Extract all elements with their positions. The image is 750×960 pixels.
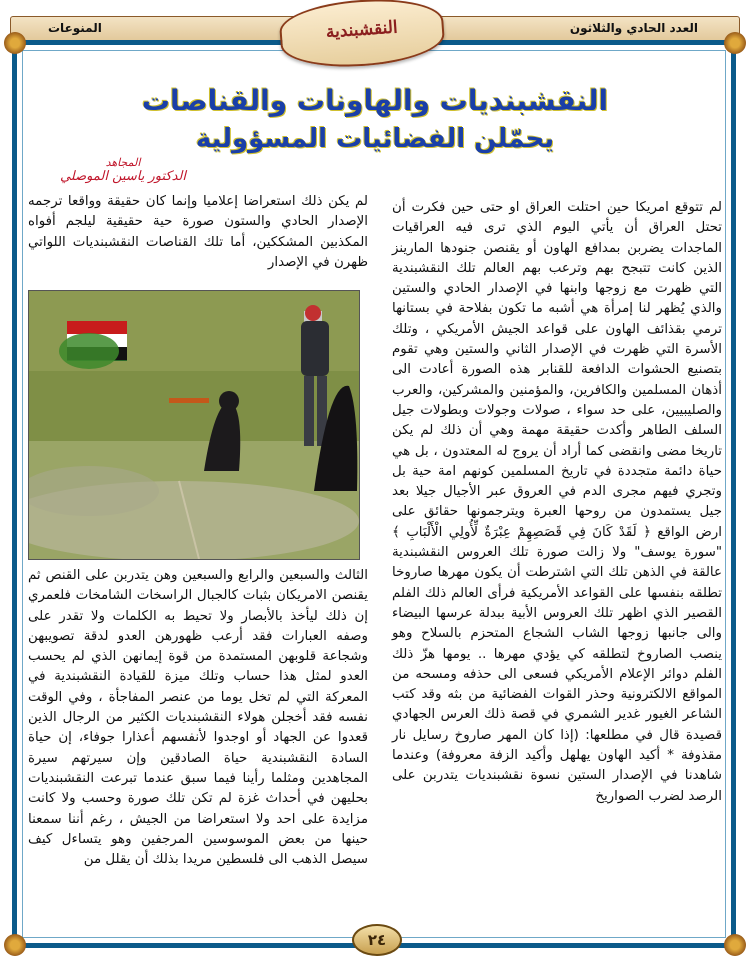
author-role: المجاهد xyxy=(105,156,141,169)
article-column-left-bottom xyxy=(28,566,368,870)
article-body-left-bottom: الثالث والسبعين والرابع والسبعين وهن يتدربن على القنص ثم يقنصن الامريكان بثبات كالجبال الراسخات الشامخات فلعمري إن ذلك ليأخذ بالأبصار ولا تحيط به الكلمات ولا تقدر على وصفه العبارات فقد أرعب ظهورهن العدو لدقة تصويبهن وشجاعة قلوبهن المستمدة من قوة إيمانهن الذي لم يحسب العدو لمثل هذا حساب وتلك ميزة للقيادة النقشبندية في المعركة التي لم تخل يوما من عنصر المفاجأة ، وفي الوقت نفسه فقد أخجلن هولاء النقشبنديات الكثير من الرجال الذين قعدوا عن الجهاد أو اوجدوا لأنفسهم أعذارا جوفاء، إن حياة السادة النقشبندية حياة الصادقين وإن سيرتهم سيرة المجاهدين ومثلما رأينا فيما سبق عندما تبرعت النقشبنديات بحليهن في أحداث غزة لم تكن تلك صورة وحسب ولا كانت مزايدة على احد ولا استعراضا من الجيش ، رغم أننا سمعنا حينها من بعض الموسوسين المرجفين وهو يتساءل كيف سيصل الذهب الى فلسطين مريدا بذلك أن يقلل من xyxy=(28,568,368,868)
author-byline xyxy=(38,156,208,184)
photo-illustration xyxy=(29,291,359,559)
article-column-right xyxy=(392,198,722,807)
article-title-line2: يحمّلن الفضائيات المسؤولية xyxy=(195,124,555,154)
article-body-left-top: لم يكن ذلك استعراضا إعلاميا وإنما كان حقيقة وواقعا ترجمه الإصدار الحادي والستون صورة حية حقيقية ليلجم أفواه المكذبين المشككين، أما تلك القناصات النقشبنديات اللواتي ظهرن في الإصدار xyxy=(28,194,368,270)
section-label: المنوعات xyxy=(48,21,102,35)
article-title-line1: النقشبنديات والهاونات والقناصات xyxy=(141,84,609,117)
article-photo xyxy=(28,290,360,560)
article-body-right: لم تتوقع امريكا حين احتلت العراق او حتى حين فكرت أن تحتل العراق أن يأتي اليوم الذي ترى فيه العراقيات الماجدات يضربن بمدافع الهاون أو يقنصن جنودها المارينز الذين كانت تتبجح بهم وترعب بهم العالم تلك النقشبندية التي ظهرت مع زوجها وابنها في الإصدار الحادي والستين والذي يُظهر لنا إمرأة هي أشبه ما تكون بفلاحة في بستانها ترمي بقذائف الهاون على قواعد الجيش الأمريكي ، وتلك الأسرة التي ظهرت في الإصدار الثاني والستين وهي تقوم بتصنيع الحشوات الدافعة للقنابر هذه الصورة أعادت الى أذهان المسلمين والكافرين، والمؤمنين والمشركين، والعرب والصليبيين، على حد سواء ، صولات وجولات وبطولات جيل السلف الطاهر وأكدت حقيقة مهمة وهي أن ذلك لم يكن تاريخا مضى وانقضى كما أراد أن يروج له المعتدون ، بل هي حياة دائمة متجددة في تاريخ المسلمين كونهم امة حية بل وتجري فيهم مجرى الدم في العروق عبر الأجيال جيلا بعد جيل يستمدون من روحها العبرة ويترجمونها حقائق على ارض الواقع ﴿ لَقَدْ كَانَ فِي قَصَصِهِمْ عِبْرَةٌ لِّأُولِي الْأَلْبَابِ ﴾ "سورة يوسف" ولا زالت صورة تلك العروس النقشبندية عالقة في الذهن تلك التي اشترطت أن يكون مهرها صاروخا تطلقه بنفسها على القواعد الأمريكية فرأى العالم ذلك الفلم القصير الذي اظهر تلك العروس الأبية ببدلة عرسها البيضاء والى جانبها زوجها الشاب الشجاع المتحزم بالسلاح وهو ينصب الصاروخ لتطلقه كي يؤدي مهرها .. يومها هزّ ذلك الفلم دوائر الإعلام الأمريكي فسعى الى حذفه ومسحه من المواقع الالكترونية وحذر القوات الفضائية من بثه وقد كتب الشاعر الغيور غدير الشمري في قصة ذلك العرس الجهادي قصيدة قال في مطلعها: (إذا كان المهر صاروخ رسايل نار مقذوفة * أكيد الهاون يهلهل وأكيد الزفة معروفة) وعندما شاهدنا في الإصدار الستين نسوة نقشبنديات يتدربن على الرصد لضرب الصواريخ xyxy=(392,200,722,804)
page-number: ٢٤ xyxy=(352,924,402,956)
magazine-name: النقشبندية xyxy=(325,17,399,43)
corner-ornament xyxy=(4,934,26,956)
corner-ornament xyxy=(724,934,746,956)
author-name: الدكتور ياسين الموصلي xyxy=(59,169,187,184)
article-column-left-top xyxy=(28,192,368,273)
corner-ornament xyxy=(4,32,26,54)
issue-label: العدد الحادي والثلاثون xyxy=(569,21,698,35)
corner-ornament xyxy=(724,32,746,54)
